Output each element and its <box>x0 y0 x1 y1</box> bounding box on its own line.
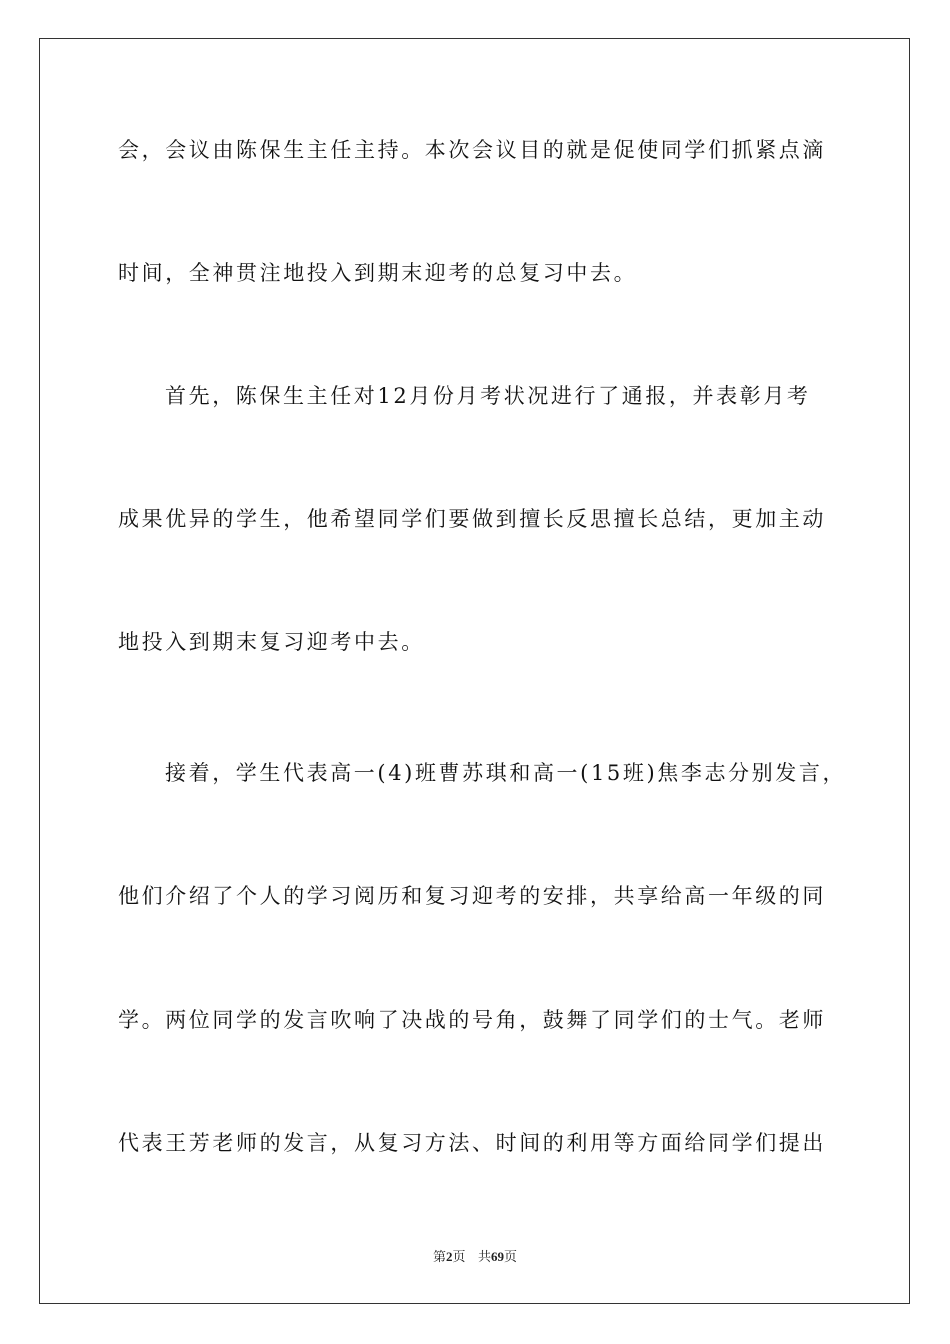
page-number: 2 <box>446 1249 453 1264</box>
body-line-2: 时间，全神贯注地投入到期末迎考的总复习中去。 <box>118 261 638 285</box>
paragraph-3-line-1: 接着，学生代表高一(4)班曹苏琪和高一(15班)焦李志分别发言， <box>165 761 847 785</box>
total-label-prefix: 共 <box>477 1250 491 1265</box>
page-footer <box>0 1248 950 1267</box>
page-border <box>39 38 910 1304</box>
page-label-prefix: 第 <box>433 1250 447 1265</box>
page-label-suffix: 页 <box>452 1250 466 1265</box>
paragraph-3-line-2: 他们介绍了个人的学习阅历和复习迎考的安排，共享给高一年级的同 <box>118 884 826 908</box>
paragraph-2-line-1: 首先，陈保生主任对12月份月考状况进行了通报，并表彰月考 <box>165 384 811 408</box>
total-label-suffix: 页 <box>503 1250 517 1265</box>
paragraph-3-line-4: 代表王芳老师的发言，从复习方法、时间的利用等方面给同学们提出 <box>118 1131 826 1155</box>
paragraph-2-line-2: 成果优异的学生，他希望同学们要做到擅长反思擅长总结，更加主动 <box>118 507 826 531</box>
paragraph-2-line-3: 地投入到期末复习迎考中去。 <box>118 630 425 654</box>
paragraph-3-line-3: 学。两位同学的发言吹响了决战的号角，鼓舞了同学们的士气。老师 <box>118 1008 826 1032</box>
body-line-1: 会，会议由陈保生主任主持。本次会议目的就是促使同学们抓紧点滴 <box>118 138 826 162</box>
total-pages: 69 <box>490 1249 504 1264</box>
